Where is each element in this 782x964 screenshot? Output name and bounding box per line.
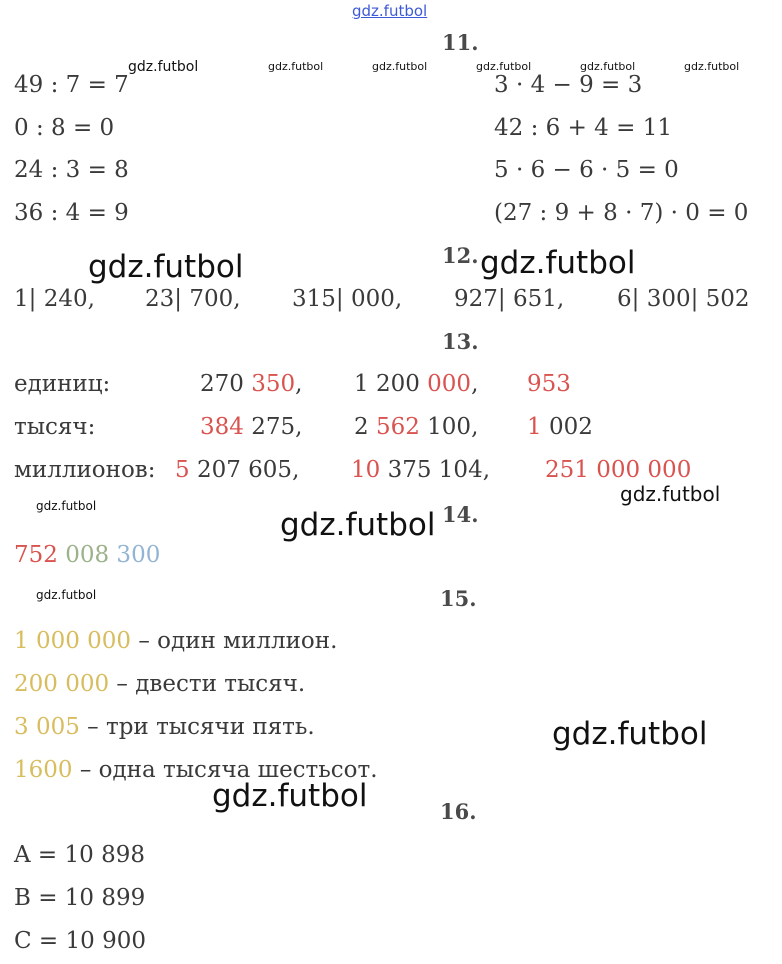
section-number-11: 11. [442, 30, 479, 55]
ex11-left-line: 24 : 3 = 8 [14, 157, 129, 183]
ex15-line: 1600 – одна тысяча шестьсот. [14, 757, 378, 783]
watermark: gdz.futbol [476, 60, 532, 73]
section-number-14: 14. [442, 502, 479, 527]
ex11-right-line: 5 · 6 − 6 · 5 = 0 [494, 157, 679, 183]
section-number-13: 13. [442, 329, 479, 354]
watermark: gdz.futbol [88, 249, 244, 285]
ex13-units-value: 953 [527, 371, 571, 397]
ex12-item: 1| 240, [14, 286, 95, 312]
ex15-line: 3 005 – три тысячи пять. [14, 714, 315, 740]
ex11-right-line: 3 · 4 − 9 = 3 [494, 72, 643, 98]
ex13-units-value: 1 200 000, [354, 371, 479, 397]
ex11-left-line: 0 : 8 = 0 [14, 115, 115, 141]
ex11-right-line: 42 : 6 + 4 = 11 [494, 115, 672, 141]
ex13-units-label: единиц: [14, 371, 111, 397]
ex13-millions-value: 10 375 104, [351, 457, 491, 483]
ex13-thousands-value: 1 002 [527, 414, 593, 440]
watermark: gdz.futbol [372, 60, 428, 73]
ex13-thousands-label: тысяч: [14, 414, 96, 440]
watermark: gdz.futbol [620, 482, 721, 506]
ex13-millions-label: миллионов: [14, 457, 156, 483]
ex16-line: C = 10 900 [14, 928, 146, 954]
ex11-right-line: (27 : 9 + 8 · 7) · 0 = 0 [494, 200, 749, 226]
ex13-millions-value: 251 000 000 [545, 457, 692, 483]
ex15-line: 200 000 – двести тысяч. [14, 671, 306, 697]
ex12-item: 315| 000, [292, 286, 403, 312]
ex16-line: A = 10 898 [14, 842, 145, 868]
watermark: gdz.futbol [36, 499, 97, 513]
ex12-item: 927| 651, [454, 286, 565, 312]
ex13-units-value: 270 350, [200, 371, 303, 397]
ex15-line: 1 000 000 – один миллион. [14, 628, 338, 654]
watermark: gdz.futbol [36, 588, 97, 602]
section-number-16: 16. [440, 799, 477, 824]
ex11-left-line: 36 : 4 = 9 [14, 200, 129, 226]
watermark: gdz.futbol [268, 60, 324, 73]
section-number-12: 12. [442, 243, 479, 268]
ex13-thousands-value: 2 562 100, [354, 414, 479, 440]
section-number-15: 15. [440, 586, 477, 611]
ex11-left-line: 49 : 7 = 7 [14, 72, 129, 98]
watermark: gdz.futbol [212, 778, 368, 814]
watermark: gdz.futbol [128, 59, 199, 75]
ex12-item: 23| 700, [145, 286, 241, 312]
watermark: gdz.futbol [280, 507, 436, 543]
ex13-thousands-value: 384 275, [200, 414, 303, 440]
watermark: gdz.futbol [684, 60, 740, 73]
watermark: gdz.futbol [552, 716, 708, 752]
ex16-line: B = 10 899 [14, 885, 146, 911]
watermark: gdz.futbol [480, 245, 636, 281]
ex12-item: 6| 300| 502 [617, 286, 750, 312]
ex14-number: 752 008 300 [14, 542, 161, 568]
watermark-top: gdz.futbol [352, 2, 428, 20]
watermark: gdz.futbol [580, 60, 636, 73]
ex13-millions-value: 5 207 605, [175, 457, 300, 483]
